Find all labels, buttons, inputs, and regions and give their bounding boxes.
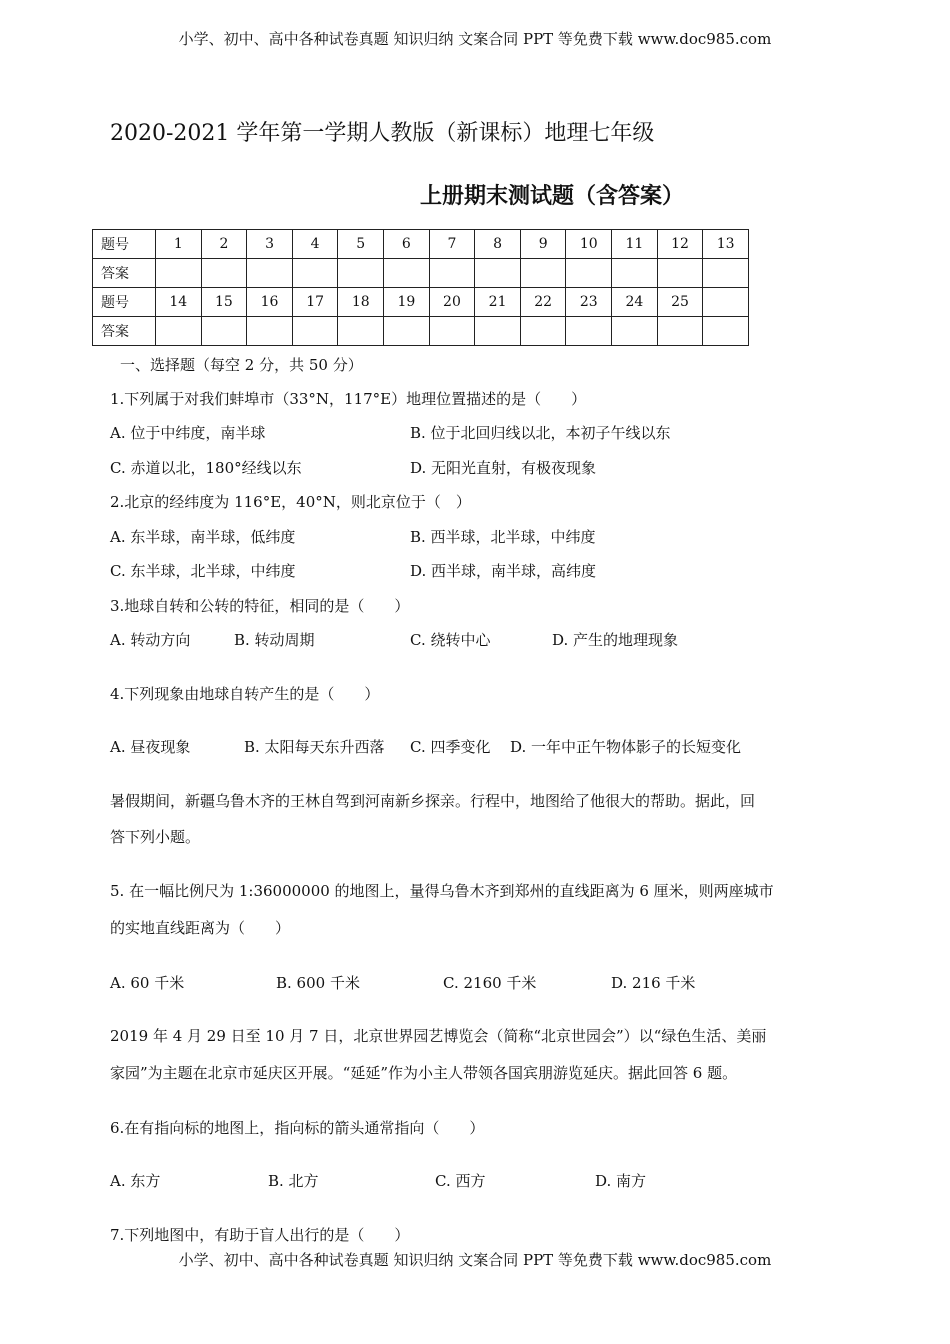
table-cell: 6 xyxy=(384,230,430,259)
answer-cell[interactable] xyxy=(429,259,475,288)
page-footer: 小学、初中、高中各种试卷真题 知识归纳 文案合同 PPT 等免费下载 www.doc985.com xyxy=(178,1251,772,1269)
table-cell: 8 xyxy=(475,230,521,259)
table-cell: 9 xyxy=(520,230,566,259)
table-cell: 10 xyxy=(566,230,612,259)
title-line-2: 上册期末测试题（含答案） xyxy=(420,183,685,209)
question-2-option-b[interactable]: B. 西半球，北半球，中纬度 xyxy=(410,528,596,546)
question-5-option-c[interactable]: C. 2160 千米 xyxy=(443,974,537,992)
answer-cell[interactable] xyxy=(475,317,521,346)
table-cell: 25 xyxy=(657,288,703,317)
table-cell xyxy=(703,288,749,317)
question-1-option-a[interactable]: A. 位于中纬度，南半球 xyxy=(110,424,266,442)
answer-cell[interactable] xyxy=(201,259,247,288)
question-1-option-b[interactable]: B. 位于北回归线以北，本初子午线以东 xyxy=(410,424,671,442)
question-6-option-c[interactable]: C. 西方 xyxy=(435,1172,486,1190)
answer-cell[interactable] xyxy=(520,259,566,288)
question-1-stem: 1.下列属于对我们蚌埠市（33°N，117°E）地理位置描述的是（ ） xyxy=(110,390,587,408)
question-3-option-a[interactable]: A. 转动方向 xyxy=(110,631,191,649)
question-4-option-c[interactable]: C. 四季变化 xyxy=(410,738,491,756)
answer-cell[interactable] xyxy=(429,317,475,346)
answer-cell[interactable] xyxy=(384,259,430,288)
table-row xyxy=(93,230,749,259)
table-label: 答案 xyxy=(93,317,156,346)
title-line-1: 2020-2021 学年第一学期人教版（新课标）地理七年级 xyxy=(110,121,655,146)
question-1-option-c[interactable]: C. 赤道以北，180°经线以东 xyxy=(110,459,302,477)
answer-cell[interactable] xyxy=(520,317,566,346)
table-label: 题号 xyxy=(93,288,156,317)
answer-cell[interactable] xyxy=(156,259,202,288)
question-5-option-b[interactable]: B. 600 千米 xyxy=(276,974,360,992)
table-cell: 15 xyxy=(201,288,247,317)
question-4-option-b[interactable]: B. 太阳每天东升西落 xyxy=(244,738,385,756)
answer-cell[interactable] xyxy=(566,259,612,288)
table-cell: 18 xyxy=(338,288,384,317)
answer-cell[interactable] xyxy=(292,259,338,288)
answer-table xyxy=(92,229,749,346)
question-3-option-c[interactable]: C. 绕转中心 xyxy=(410,631,491,649)
question-6-option-b[interactable]: B. 北方 xyxy=(268,1172,319,1190)
question-5-option-a[interactable]: A. 60 千米 xyxy=(110,974,185,992)
question-2-stem: 2.北京的经纬度为 116°E，40°N，则北京位于（ ） xyxy=(110,493,471,511)
question-1-option-d[interactable]: D. 无阳光直射，有极夜现象 xyxy=(410,459,597,477)
passage-1-line-2: 答下列小题。 xyxy=(110,828,201,846)
question-5-line-1: 5. 在一幅比例尺为 1:36000000 的地图上，量得乌鲁木齐到郑州的直线距离为 6 厘米，则两座城市 xyxy=(110,882,774,900)
question-3-option-d[interactable]: D. 产生的地理现象 xyxy=(552,631,679,649)
table-cell: 7 xyxy=(429,230,475,259)
question-4-option-a[interactable]: A. 昼夜现象 xyxy=(110,738,191,756)
table-cell: 16 xyxy=(247,288,293,317)
question-7-stem: 7.下列地图中，有助于盲人出行的是（ ） xyxy=(110,1226,410,1244)
question-4-option-d[interactable]: D. 一年中正午物体影子的长短变化 xyxy=(510,738,742,756)
table-cell: 4 xyxy=(292,230,338,259)
table-cell: 12 xyxy=(657,230,703,259)
table-row xyxy=(93,259,749,288)
question-2-option-d[interactable]: D. 西半球，南半球，高纬度 xyxy=(410,562,597,580)
table-cell: 23 xyxy=(566,288,612,317)
question-2-option-c[interactable]: C. 东半球，北半球，中纬度 xyxy=(110,562,296,580)
answer-cell[interactable] xyxy=(384,317,430,346)
answer-cell[interactable] xyxy=(703,317,749,346)
answer-cell[interactable] xyxy=(292,317,338,346)
question-3-stem: 3.地球自转和公转的特征，相同的是（ ） xyxy=(110,597,410,615)
table-cell: 20 xyxy=(429,288,475,317)
question-5-option-d[interactable]: D. 216 千米 xyxy=(611,974,696,992)
table-cell: 11 xyxy=(612,230,658,259)
answer-cell[interactable] xyxy=(657,317,703,346)
table-row xyxy=(93,317,749,346)
answer-cell[interactable] xyxy=(338,317,384,346)
section-heading: 一、选择题（每空 2 分，共 50 分） xyxy=(120,356,363,374)
table-cell: 24 xyxy=(612,288,658,317)
table-cell: 19 xyxy=(384,288,430,317)
question-6-option-d[interactable]: D. 南方 xyxy=(595,1172,647,1190)
question-6-stem: 6.在有指向标的地图上，指向标的箭头通常指向（ ） xyxy=(110,1119,485,1137)
table-row xyxy=(93,288,749,317)
answer-cell[interactable] xyxy=(247,259,293,288)
table-cell: 5 xyxy=(338,230,384,259)
answer-cell[interactable] xyxy=(338,259,384,288)
passage-2-line-1: 2019 年 4 月 29 日至 10 月 7 日，北京世界园艺博览会（简称“北京世园会”）以“绿色生活、美丽 xyxy=(110,1027,767,1045)
question-5-line-2: 的实地直线距离为（ ） xyxy=(110,919,291,937)
question-6-option-a[interactable]: A. 东方 xyxy=(110,1172,161,1190)
answer-cell[interactable] xyxy=(612,259,658,288)
table-label: 答案 xyxy=(93,259,156,288)
question-3-option-b[interactable]: B. 转动周期 xyxy=(234,631,315,649)
answer-cell[interactable] xyxy=(247,317,293,346)
table-cell: 13 xyxy=(703,230,749,259)
passage-2-line-2: 家园”为主题在北京市延庆区开展。“延延”作为小主人带领各国宾朋游览延庆。据此回答 6 题。 xyxy=(110,1064,738,1082)
table-cell: 22 xyxy=(520,288,566,317)
table-cell: 17 xyxy=(292,288,338,317)
answer-cell[interactable] xyxy=(612,317,658,346)
answer-cell[interactable] xyxy=(566,317,612,346)
table-cell: 1 xyxy=(156,230,202,259)
answer-cell[interactable] xyxy=(475,259,521,288)
table-cell: 3 xyxy=(247,230,293,259)
question-2-option-a[interactable]: A. 东半球，南半球，低纬度 xyxy=(110,528,296,546)
table-cell: 21 xyxy=(475,288,521,317)
table-cell: 2 xyxy=(201,230,247,259)
answer-cell[interactable] xyxy=(703,259,749,288)
answer-cell[interactable] xyxy=(201,317,247,346)
table-label: 题号 xyxy=(93,230,156,259)
passage-1-line-1: 暑假期间，新疆乌鲁木齐的王林自驾到河南新乡探亲。行程中，地图给了他很大的帮助。据此，回 xyxy=(110,792,756,810)
page-header: 小学、初中、高中各种试卷真题 知识归纳 文案合同 PPT 等免费下载 www.doc985.com xyxy=(178,30,772,48)
answer-cell[interactable] xyxy=(657,259,703,288)
question-4-stem: 4.下列现象由地球自转产生的是（ ） xyxy=(110,685,380,703)
table-cell: 14 xyxy=(156,288,202,317)
answer-cell[interactable] xyxy=(156,317,202,346)
